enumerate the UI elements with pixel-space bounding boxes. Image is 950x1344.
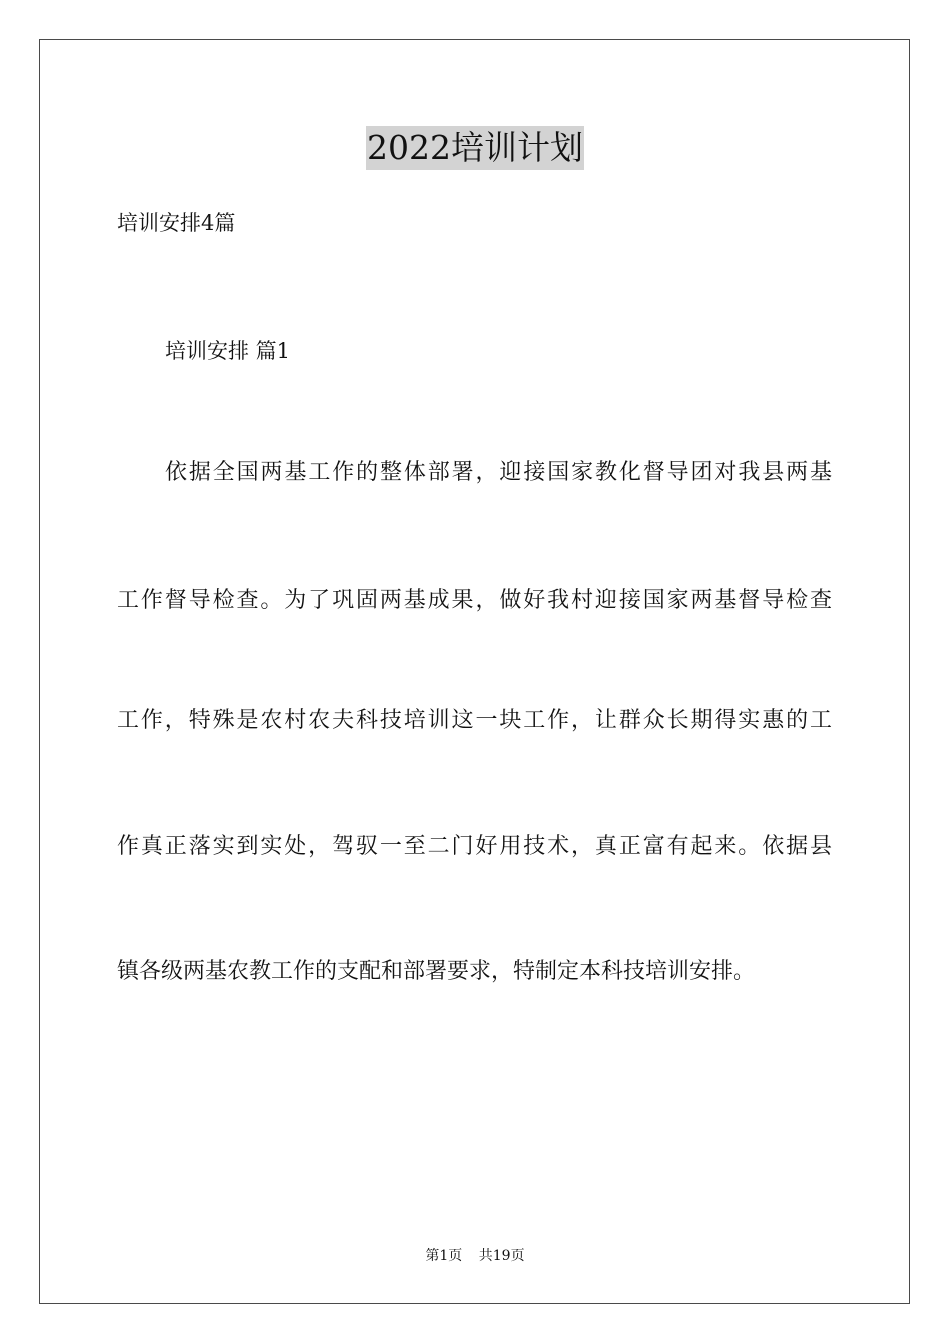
document-subtitle: 培训安排4篇 <box>117 211 236 235</box>
paragraph-line-3: 工作，特殊是农村农夫科技培训这一块工作，让群众长期得实惠的工 <box>117 708 832 733</box>
paragraph-line-5: 镇各级两基农教工作的支配和部署要求，特制定本科技培训安排。 <box>117 959 756 984</box>
paragraph-line-4: 作真正落实到实处，驾驭一至二门好用技术，真正富有起来。依据县 <box>117 834 832 859</box>
document-title-wrapper <box>0 126 950 170</box>
paragraph-line-1: 依据全国两基工作的整体部署，迎接国家教化督导团对我县两基 <box>165 460 832 485</box>
document-title: 2022培训计划 <box>366 126 584 170</box>
section-heading: 培训安排 篇1 <box>165 339 291 363</box>
page-total: 共19页 <box>478 1248 525 1264</box>
page-footer <box>0 1246 950 1266</box>
page-number: 第1页 <box>425 1248 463 1264</box>
paragraph-line-2: 工作督导检查。为了巩固两基成果，做好我村迎接国家两基督导检查 <box>117 588 832 613</box>
